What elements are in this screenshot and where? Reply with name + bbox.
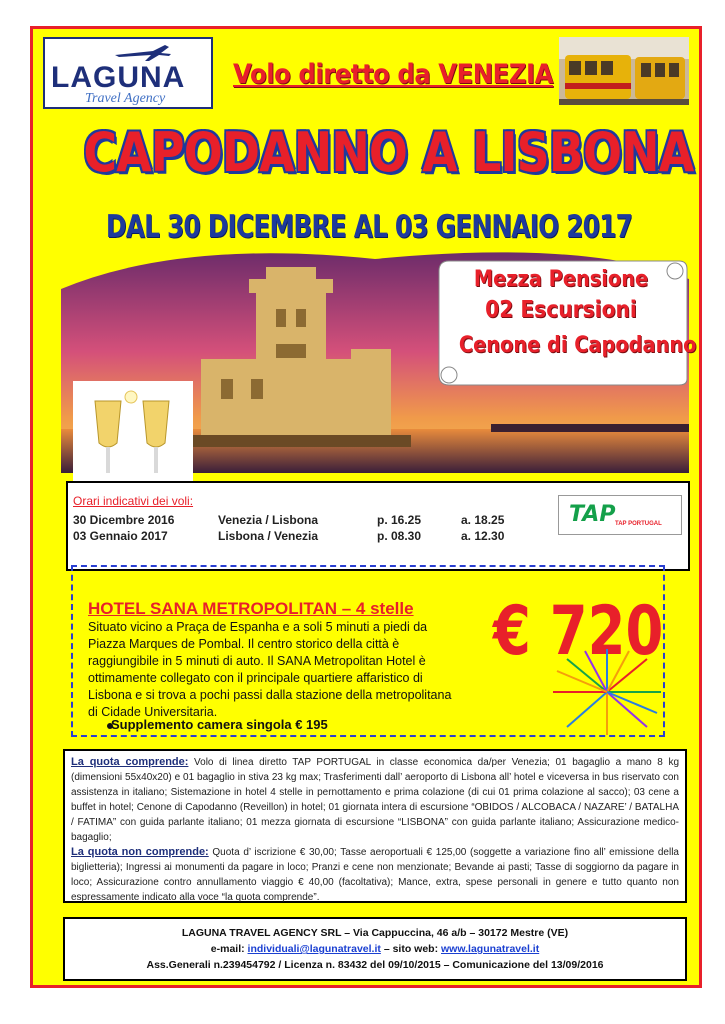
laguna-logo: [43, 37, 213, 109]
excludes-label: La quota non comprende:: [71, 846, 209, 858]
travel-dates: DAL 30 DICEMBRE AL 03 GENNAIO 2017: [105, 209, 633, 245]
hotel-box: [71, 565, 665, 737]
flight-origin-heading: Volo diretto da VENEZIA: [233, 59, 553, 90]
hotel-title: HOTEL SANA METROPOLITAN – 4 stelle: [88, 599, 414, 618]
agency-footer: [63, 917, 687, 981]
flyer: [30, 26, 702, 988]
plane-icon: [113, 43, 173, 63]
hotel-description: Situato vicino a Praça de Espanha e a soli 5 minuti a piedi da Piazza Marques de Pombal. Il centro storico della città è raggiungibile in 5 minuti di auto. Il SANA Metropolitan Hotel è ottimamente collegato con il principale quartiere affaristico di Lisbona e si trova a pochi passi dalla stazione della metropolitana di Cidade Universitaria.: [88, 620, 452, 719]
package-price: € 720: [493, 592, 664, 671]
flight-schedule-heading: Orari indicativi dei voli:: [73, 494, 194, 508]
web-label: – sito web:: [383, 943, 439, 955]
flight-route: Lisbona / Venezia: [218, 529, 319, 543]
highlight-excursions: 02 Escursioni: [485, 297, 637, 323]
highlight-half-board: Mezza Pensione: [473, 267, 649, 292]
logo-subtitle: Travel Agency: [85, 91, 166, 106]
highlight-dinner: Cenone di Capodanno: [458, 333, 697, 358]
flight-arrival: a. 12.30: [461, 529, 505, 543]
quota-box: [63, 749, 687, 903]
single-room-supplement: Supplemento camera singola € 195: [111, 717, 328, 732]
champagne-glasses-image: [73, 381, 193, 481]
email-label: e-mail:: [210, 943, 245, 955]
tram-photo: [559, 37, 689, 105]
flight-date: 30 Dicembre 2016: [73, 513, 175, 527]
tap-logo-subtitle: TAP PORTUGAL: [615, 521, 662, 527]
includes-label: La quota comprende:: [71, 756, 189, 768]
excludes-text: Quota d’ iscrizione € 30,00; Tasse aeroportuali € 125,00 (soggette a variazione fino all’ emissione della biglietteria); Ingressi ai monumenti da pagare in loco; Pranzi e cene non menzionate; Bevande ai pasti; Tasse di soggiorno da pagare in loco; Assicurazione contro annullamento viaggio € 40,00 (facoltativa); Mance, extra, spese personali in genere e tutto quanto non espressamente indicato alla voce “la quota comprende”.: [71, 847, 679, 903]
tap-logo-text: TAP: [569, 502, 616, 525]
agency-address: LAGUNA TRAVEL AGENCY SRL – Via Cappuccina, 46 a/b – 30172 Mestre (VE): [181, 927, 569, 939]
flight-schedule-box: [66, 481, 690, 571]
email-link[interactable]: individuali@lagunatravel.it: [247, 943, 381, 955]
agency-contacts: [65, 941, 685, 957]
flight-departure: p. 08.30: [377, 529, 422, 543]
flight-arrival: a. 18.25: [461, 513, 505, 527]
agency-license: Ass.Generali n.239454792 / Licenza n. 83432 del 09/10/2015 – Comunicazione del 13/09/2016: [146, 959, 604, 971]
tap-portugal-logo: [558, 495, 682, 535]
flight-departure: p. 16.25: [377, 513, 422, 527]
fireworks-icon: [551, 647, 663, 737]
logo-title: LAGUNA: [51, 61, 186, 94]
flight-date: 03 Gennaio 2017: [73, 529, 168, 543]
website-link[interactable]: www.lagunatravel.it: [441, 943, 540, 955]
flight-route: Venezia / Lisbona: [218, 513, 319, 527]
includes-text: Volo di linea diretto TAP PORTUGAL in classe economica da/per Venezia; 01 bagaglio a mano 8 kg (dimensioni 55x40x20) e 01 bagaglio in stiva 23 kg max; Trasferimenti dall’ aeroporto di Lisbona all’ hotel e viceversa in bus riservato con assistenza in italiano; Sistemazione in hotel 4 stelle in pernottamento e prima colazione (di cui 01 prima colazione al sacco); 03 cene a buffet in hotel; Cenone di Capodanno (Reveillon) in hotel; 01 giornata intera di escursione “OBIDOS / ALCOBACA / NAZARE’ / BATALHA / FATIMA” con guida parlante italiano; 01 mezza giornata di escursione “LISBONA” con guida parlante italiano; Assicurazione medico-bagaglio;: [71, 757, 680, 843]
main-title: CAPODANNO A LISBONA: [83, 121, 694, 184]
